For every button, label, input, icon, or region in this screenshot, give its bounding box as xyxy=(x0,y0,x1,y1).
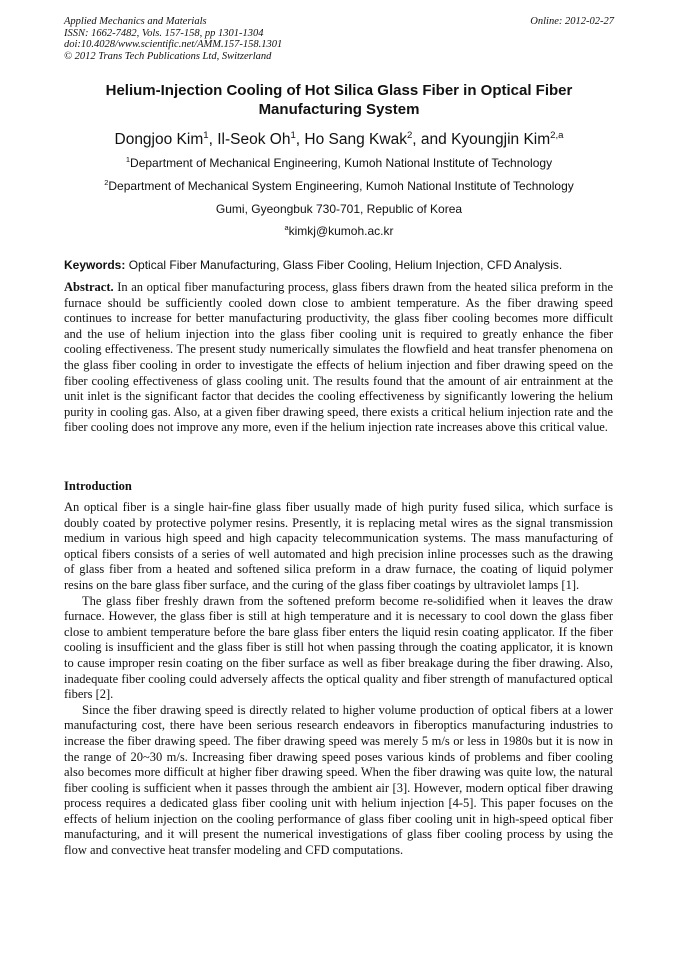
affiliation-2 xyxy=(64,179,614,193)
abstract-label: Abstract. xyxy=(64,280,114,294)
affiliation-mark: 1 xyxy=(125,155,131,164)
abstract-text: In an optical fiber manufacturing process, glass fibers drawn from the heated silica preform in the furnace should be sufficiently cooled down close to ambient temperature. As the fiber drawing speed continues to increase for better manufacturing productivity, the glass fiber cooling becomes more difficult and the use of helium injection into the glass fiber cooling unit is required to greatly enhance the fiber cooling effectiveness. The present study numerically simulates the flowfield and heat transfer phenomena on the glass fiber cooling in order to investigate the effects of helium injection and fiber drawing speed on the fiber cooling effectiveness of glass cooling unit. The results found that the amount of air entrainment at the unit inlet is the significant factor that decides the cooling effectiveness by significantly lowering the helium purity in cooling gas. Also, at a given fiber drawing speed, there exists a critical helium injection rate and the fiber cooling does not improve any more, even if the helium injection rate increases above this critical value. xyxy=(64,280,613,435)
author-affiliation-mark: 2 xyxy=(406,129,413,141)
affiliation-text: Department of Mechanical Engineering, Kumoh National Institute of Technology xyxy=(130,156,553,170)
doi-line: doi:10.4028/www.scientific.net/AMM.157-158.1301 xyxy=(64,39,283,50)
email-mark: a xyxy=(284,223,289,232)
author-separator: , xyxy=(295,131,305,148)
author-separator: , xyxy=(208,131,218,148)
author-separator: , and xyxy=(412,131,452,148)
keywords xyxy=(64,258,614,273)
title-line-2: Manufacturing System xyxy=(258,101,420,118)
issn-line: ISSN: 1662-7482, Vols. 157-158, pp 1301-1304 xyxy=(64,27,264,39)
abstract xyxy=(64,280,613,436)
keywords-label: Keywords: xyxy=(64,258,126,272)
author-affiliation-mark: 2,a xyxy=(550,129,564,141)
author-name: Kyoungjin Kim xyxy=(451,131,551,148)
email-text: kimkj@kumoh.ac.kr xyxy=(288,224,394,238)
affiliation-mark: 2 xyxy=(104,178,109,187)
title-line-1: Helium-Injection Cooling of Hot Silica Glass Fiber in Optical Fiber xyxy=(105,82,573,99)
author-affiliation-mark: 1 xyxy=(290,129,296,141)
section-heading-introduction: Introduction xyxy=(64,479,132,493)
online-date: Online: 2012-02-27 xyxy=(530,16,614,27)
author-name: Ho Sang Kwak xyxy=(304,131,407,148)
affiliation-address: Gumi, Gyeongbuk 730-701, Republic of Korea xyxy=(215,202,463,216)
author-list xyxy=(64,130,614,150)
author-affiliation-mark: 1 xyxy=(203,129,209,141)
affiliation-1 xyxy=(64,156,614,170)
introduction-body xyxy=(64,500,613,859)
author-name: Il-Seok Oh xyxy=(217,131,291,148)
journal-name: Applied Mechanics and Materials xyxy=(64,16,207,27)
paragraph: An optical fiber is a single hair-fine glass fiber usually made of high purity fused silica, which surface is doubly coated by protective polymer resins. Presently, it is replacing metal wires as the signal transmission medium in various high speed and high capacity telecommunication systems. The mass manufacturing of optical fibers consists of a series of well automated and high precision inline processes such as the drawing of glass fiber from a heated and softened silica preform in a draw furnace, the coating of liquid polymer resins on the bare glass fiber surface, and the curing of the glass fiber coatings by ultraviolet lamps [1]. xyxy=(64,500,613,592)
corresponding-email xyxy=(64,224,614,238)
affiliation-text: Department of Mechanical System Engineering, Kumoh National Institute of Technology xyxy=(108,179,574,193)
paper-title xyxy=(64,81,614,119)
journal-header xyxy=(64,16,614,62)
copyright-line: © 2012 Trans Tech Publications Ltd, Switzerland xyxy=(64,50,272,62)
paragraph: Since the fiber drawing speed is directly related to higher volume production of optical fibers at a lower manufacturing cost, there have been serious research endeavors in fiberoptics manufacturing industries to increase the fiber drawing speed. The fiber drawing speed was merely 5 m/s or less in 1980s but it is now in the range of 20~30 m/s. Increasing fiber drawing speed poses various kinds of problems and fiber cooling also becomes more difficult at higher fiber drawing speed. When the fiber drawing was quite low, the natural fiber cooling is sufficient when it passes through the ambient air [3]. However, modern optical fiber drawing process requires a dedicated glass fiber cooling unit with helium injection [4-5]. This paper focuses on the effects of helium injection on the cooling performance of glass fiber cooling unit in high-speed optical fiber manufacturing, and it will present the numerical investigations of glass fiber cooling process by using the flow and convective heat transfer modeling and CFD computations. xyxy=(64,702,613,858)
keywords-text: Optical Fiber Manufacturing, Glass Fiber Cooling, Helium Injection, CFD Analysis. xyxy=(125,258,563,272)
paragraph: The glass fiber freshly drawn from the softened preform become re-solidified when it leaves the draw furnace. However, the glass fiber is still at high temperature and it is necessary to cool down the glass fiber close to ambient temperature before the bare glass fiber enters the liquid resin coating applicator. If the fiber cooling is insufficient and the glass fiber is still hot when passing through the coating applicator, it is known to cause improper resin coating on the fiber surface as well as fiber breakage during the fiber drawing. Also, inadequate fiber cooling could adversely affects the optical quality and fiber strength of manufactured optical fibers [2]. xyxy=(64,593,613,702)
author-name: Dongjoo Kim xyxy=(114,131,204,148)
